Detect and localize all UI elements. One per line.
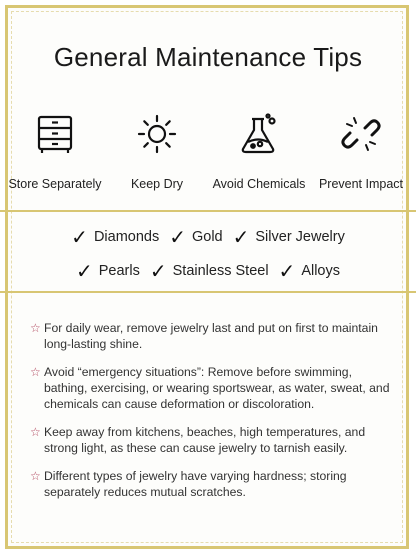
tip-text: Keep away from kitchens, beaches, high temperatures, and strong light, as these can cause jewelry to tarnish easily.	[44, 425, 366, 455]
care-label-dry: Keep Dry	[130, 177, 184, 191]
material-label: Diamonds	[93, 229, 160, 245]
material-label: Stainless Steel	[172, 263, 269, 279]
list-item	[30, 424, 390, 456]
tip-text: Different types of jewelry have varying hardness; storing separately reduces mutual scratches.	[44, 469, 347, 499]
page-title: General Maintenance Tips	[53, 42, 363, 72]
checkmark-icon: ✓	[278, 260, 296, 283]
list-item	[30, 364, 390, 412]
divider-bottom	[0, 291, 416, 293]
tip-text: Avoid “emergency situations”: Remove before swimming, bathing, exercising, or wearing sportswear, as water, sweat, and chemicals can cause deformation or discoloration.	[44, 365, 390, 411]
material-item	[71, 225, 159, 250]
materials-row	[0, 220, 416, 254]
list-item	[30, 468, 390, 500]
checkmark-icon: ✓	[169, 226, 186, 249]
star-icon: ☆	[30, 321, 41, 335]
flask-icon	[238, 113, 280, 155]
material-label: Silver Jewelry	[255, 229, 345, 245]
list-item	[30, 320, 390, 352]
care-label-chemicals: Avoid Chemicals	[212, 177, 306, 191]
material-label: Alloys	[301, 263, 340, 279]
material-label: Pearls	[98, 263, 140, 279]
material-label: Gold	[191, 229, 223, 245]
materials-list	[0, 220, 416, 290]
care-item-dry	[109, 113, 205, 191]
material-item	[150, 259, 269, 284]
checkmark-icon: ✓	[75, 260, 93, 283]
care-icons-row	[0, 113, 416, 191]
divider-top	[0, 210, 416, 212]
broken-chain-icon	[340, 113, 382, 155]
care-label-store: Store Separately	[8, 177, 102, 191]
star-icon: ☆	[30, 425, 41, 439]
tip-text: For daily wear, remove jewelry last and put on first to maintain long-lasting shine.	[44, 321, 378, 351]
star-icon: ☆	[30, 365, 41, 379]
material-item	[76, 259, 140, 284]
care-label-impact: Prevent Impact	[318, 177, 404, 191]
materials-row	[0, 254, 416, 288]
care-item-chemicals	[211, 113, 307, 191]
checkmark-icon: ✓	[149, 260, 167, 283]
checkmark-icon: ✓	[232, 226, 250, 249]
care-item-store	[7, 113, 103, 191]
drawer-cabinet-icon	[34, 113, 76, 155]
material-item	[279, 259, 340, 284]
sun-icon	[136, 113, 178, 155]
material-item	[169, 225, 222, 250]
material-item	[233, 225, 345, 250]
checkmark-icon: ✓	[71, 226, 88, 249]
tips-list	[30, 320, 390, 512]
star-icon: ☆	[30, 469, 41, 483]
care-item-impact	[313, 113, 409, 191]
